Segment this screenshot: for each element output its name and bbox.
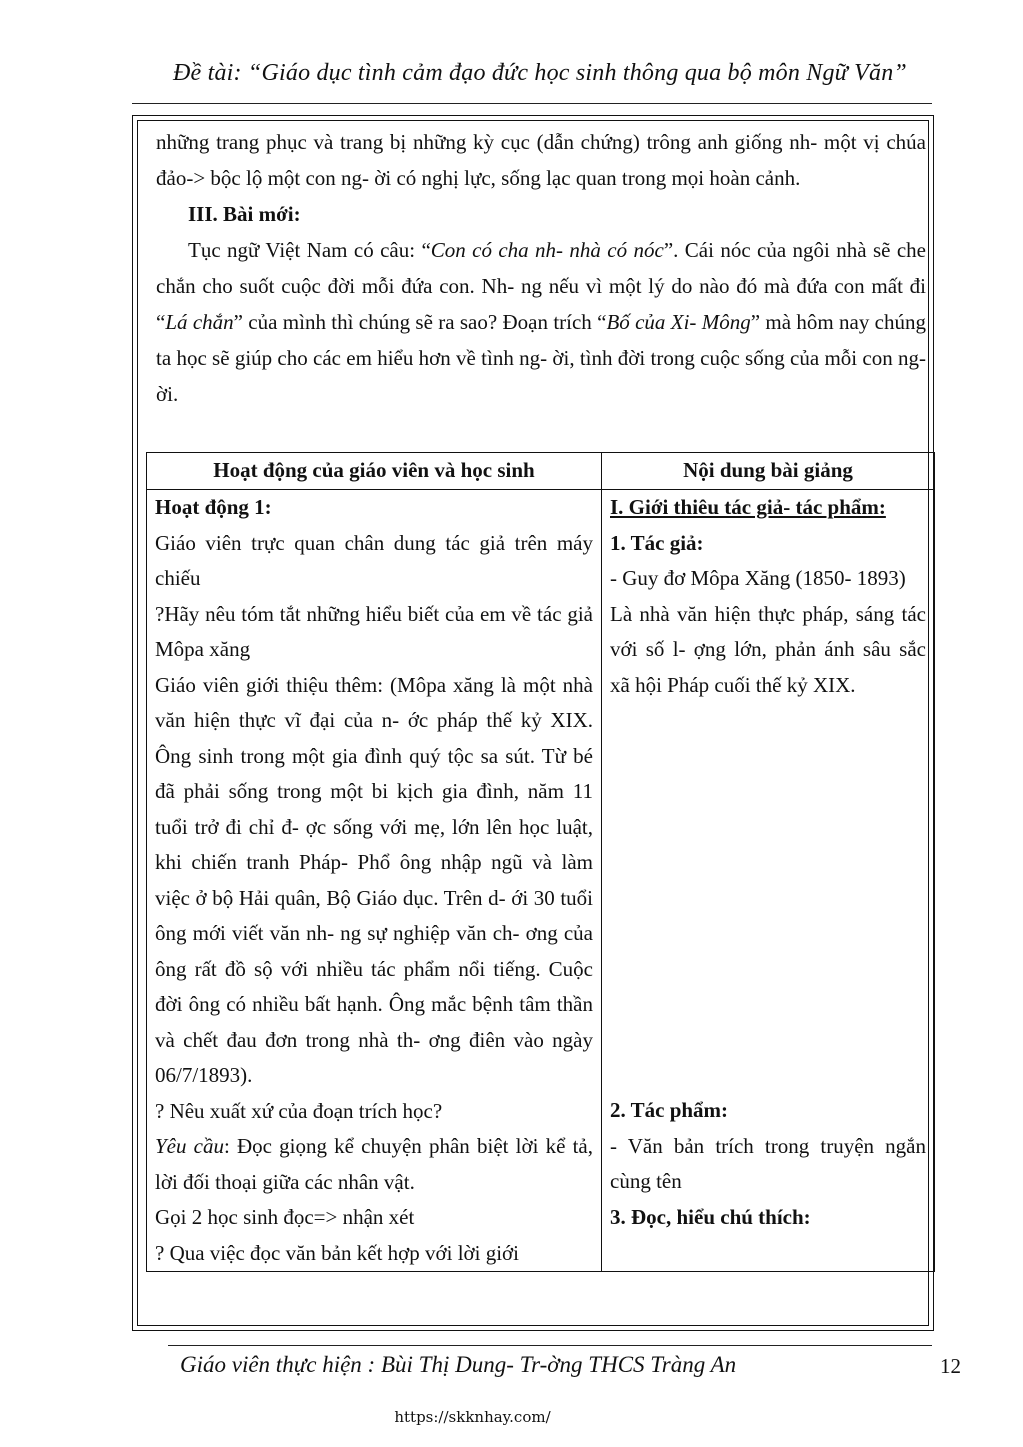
section-author-work: I. Giới thiêu tác giả- tác phẩm:	[610, 495, 886, 519]
intro-p2-quote-title: Bố của Xi- Mông	[606, 310, 751, 334]
work-heading: 2. Tác phẩm:	[610, 1098, 729, 1122]
content-cell	[602, 490, 935, 1272]
intro-p2-text-d: ” mà hôm nay chúng ta học sẽ giúp cho các em hiểu hơn về tình ng- ời, tình đời trong cuộc sống của mỗi con ng- ời.	[156, 310, 926, 406]
section-heading-new-lesson: III. Bài mới:	[188, 202, 301, 226]
requirement-label: Yêu cầu	[155, 1134, 224, 1158]
page-header: Đề tài: “Giáo dục tình cảm đạo đức học sinh thông qua bộ môn Ngữ Văn”	[173, 60, 907, 86]
table-header-activities: Hoạt động của giáo viên và học sinh	[147, 453, 602, 490]
author-heading: 1. Tác giả:	[610, 530, 704, 555]
intro-paragraph-2	[156, 232, 926, 412]
work-line: - Văn bản trích trong truyện ngắn cùng tên	[610, 1133, 926, 1193]
requirement-text: : Đọc giọng kể chuyện phân biệt lời kể tả, lời đối thoại giữa các nhân vật.	[155, 1134, 593, 1194]
lesson-table	[146, 452, 935, 1272]
intro-p2-quote-proverb: Con có cha nh- nhà có nóc	[430, 238, 664, 262]
page-footer: Giáo viên thực hiện : Bùi Thị Dung- Tr-ờng THCS Tràng An	[180, 1352, 737, 1377]
table-header-row	[147, 453, 935, 490]
intro-p2-text-a: Tục ngữ Việt Nam có câu: “	[188, 238, 431, 262]
activity-line-2: ?Hãy nêu tóm tắt những hiểu biết của em về tác giả Môpa xăng	[155, 601, 593, 661]
activity-line-7: ? Qua việc đọc văn bản kết hợp với lời giới	[155, 1240, 519, 1265]
activity-line-6: Gọi 2 học sinh đọc=> nhận xét	[155, 1205, 415, 1229]
author-description: Là nhà văn hiện thực pháp, sáng tác với số l- ợng lớn, phản ánh sâu sắc xã hội Pháp cuối thế kỷ XIX.	[610, 601, 926, 697]
intro-p2-text-b: ”. Cái nóc của ngôi nhà sẽ che chắn cho suốt cuộc đời mỗi đứa con. Nh- ng nếu vì một lý do nào đó mà đứa con mất đi “	[156, 238, 926, 334]
table-header-content: Nội dung bài giảng	[602, 453, 935, 490]
activity-line-1: Giáo viên trực quan chân dung tác giả trên máy chiếu	[155, 530, 593, 590]
footer-divider	[168, 1345, 932, 1346]
activity-line-3: Giáo viên giới thiệu thêm: (Môpa xăng là một nhà văn hiện thực vĩ đại của n- ớc pháp thế kỷ XIX. Ông sinh trong một gia đình quý tộc sa sút. Từ bé đã phải sống trong một bi kịch gia đình, năm 11 tuổi trở đi chỉ đ- ợc sống với mẹ, lớn lên học luật, khi chiến tranh Pháp- Phổ ông nhập ngũ và làm việc ở bộ Hải quân, Bộ Giáo dục. Trên d- ới 30 tuổi ông mới viết văn nh- ng sự nghiệp văn ch- ơng của ông rất đồ sộ với nhiều tác phẩm nổi tiếng. Cuộc đời ông có nhiều bất hạnh. Ông mắc bệnh tâm thần và chết đau đơn trong nhà th- ơng điên vào ngày 06/7/1893).	[155, 672, 593, 1087]
intro-p2-quote-shield: Lá chắn	[165, 310, 234, 334]
source-url: https://skknhay.com/	[394, 1408, 551, 1426]
reading-heading: 3. Đọc, hiểu chú thích:	[610, 1204, 811, 1229]
page-number: 12	[940, 1354, 961, 1378]
activities-cell	[147, 490, 602, 1272]
header-divider	[132, 103, 932, 104]
intro-section	[156, 124, 926, 412]
activity-heading: Hoạt động 1:	[155, 495, 272, 519]
table-row	[147, 490, 935, 1272]
intro-paragraph-1: những trang phục và trang bị những kỳ cục (dẫn chứng) trông anh giống nh- một vị chúa đảo-> bộc lộ một con ng- ời có nghị lực, sống lạc quan trong mọi hoàn cảnh.	[156, 130, 926, 190]
intro-p2-text-c: ” của mình thì chúng sẽ ra sao? Đoạn trích “	[233, 310, 607, 334]
activity-line-4: ? Nêu xuất xứ của đoạn trích học?	[155, 1098, 443, 1123]
author-line: - Guy đơ Môpa Xăng (1850- 1893)	[610, 566, 906, 590]
content-spacer	[610, 703, 926, 1093]
activity-line-5	[155, 1129, 593, 1200]
